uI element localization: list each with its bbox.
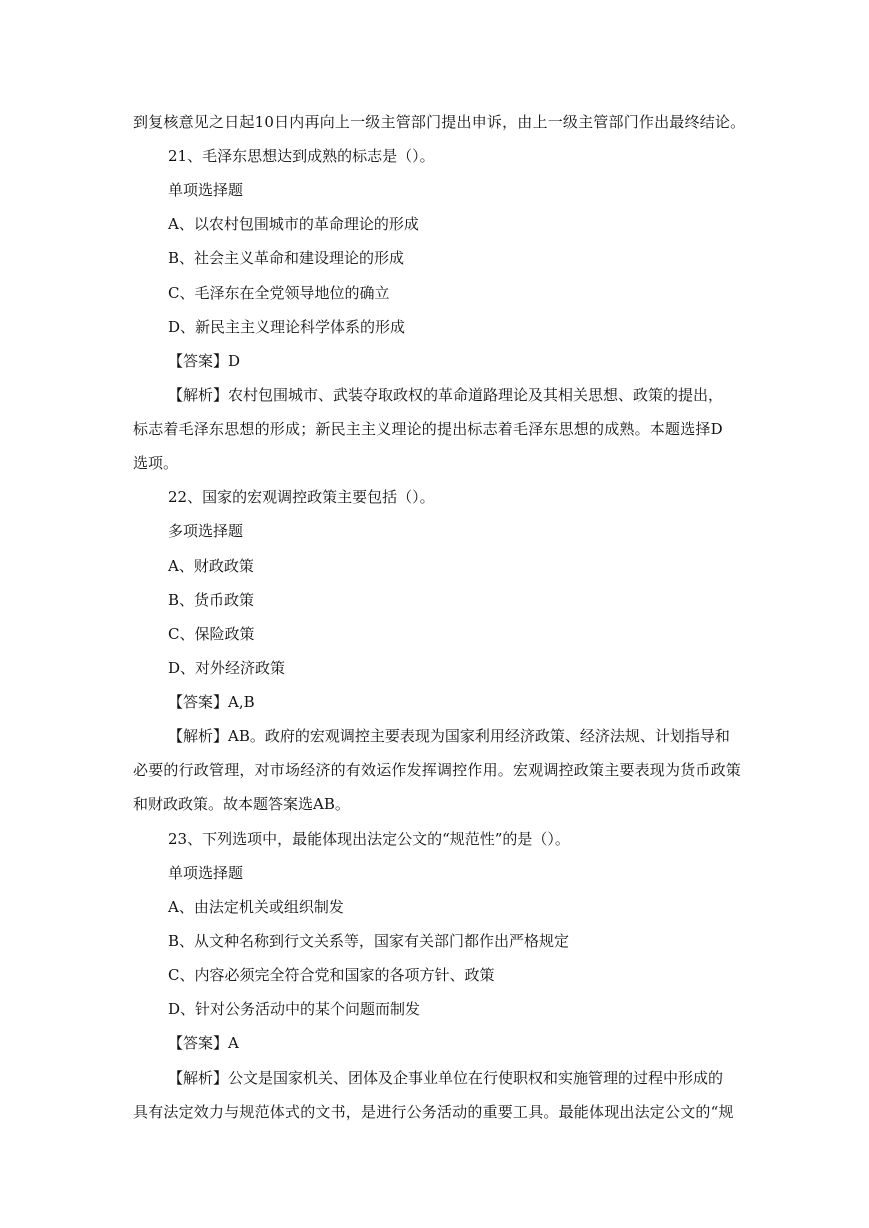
- answer: 【答案】A,B: [168, 693, 255, 711]
- explanation: 【解析】公文是国家机关、团体及企事业单位在行使职权和实施管理的过程中形成的: [168, 1069, 724, 1087]
- option-d: D、对外经济政策: [168, 659, 286, 677]
- explanation-continued: 和财政政策。故本题答案选AB。: [133, 795, 350, 813]
- question-type: 多项选择题: [168, 522, 244, 540]
- option-c: C、内容必须完全符合党和国家的各项方针、政策: [168, 966, 495, 984]
- option-a: A、由法定机关或组织制发: [168, 898, 344, 916]
- explanation-continued: 必要的行政管理，对市场经济的有效运作发挥调控作用。宏观调控政策主要表现为货币政策: [133, 761, 742, 779]
- option-b: B、货币政策: [168, 591, 255, 609]
- text-line: 到复核意见之日起10日内再向上一级主管部门提出申诉，由上一级主管部门作出最终结论。: [133, 113, 746, 131]
- option-b: B、从文种名称到行文关系等，国家有关部门都作出严格规定: [168, 932, 570, 950]
- option-c: C、毛泽东在全党领导地位的确立: [168, 284, 390, 302]
- question-21: 21、毛泽东思想达到成熟的标志是（）。: [168, 147, 435, 165]
- explanation-continued: 具有法定效力与规范体式的文书，是进行公务活动的重要工具。最能体现出法定公文的“规: [133, 1103, 734, 1121]
- explanation: 【解析】AB。政府的宏观调控主要表现为国家利用经济政策、经济法规、计划指导和: [168, 727, 730, 745]
- option-a: A、以农村包围城市的革命理论的形成: [168, 215, 419, 233]
- explanation-continued: 标志着毛泽东思想的形成；新民主主义理论的提出标志着毛泽东思想的成熟。本题选择D: [133, 420, 723, 438]
- option-a: A、财政政策: [168, 557, 254, 575]
- answer: 【答案】D: [168, 352, 241, 370]
- option-b: B、社会主义革命和建设理论的形成: [168, 249, 405, 267]
- answer: 【答案】A: [168, 1034, 239, 1052]
- question-type: 单项选择题: [168, 864, 244, 882]
- question-type: 单项选择题: [168, 181, 244, 199]
- question-22: 22、国家的宏观调控政策主要包括（）。: [168, 488, 435, 506]
- option-d: D、新民主主义理论科学体系的形成: [168, 318, 406, 336]
- question-23: 23、下列选项中，最能体现出法定公文的“规范性”的是（）。: [168, 830, 570, 848]
- option-c: C、保险政策: [168, 625, 255, 643]
- explanation: 【解析】农村包围城市、武装夺取政权的革命道路理论及其相关思想、政策的提出，: [168, 386, 724, 404]
- explanation-continued: 选项。: [133, 454, 179, 472]
- option-d: D、针对公务活动中的某个问题而制发: [168, 1000, 421, 1018]
